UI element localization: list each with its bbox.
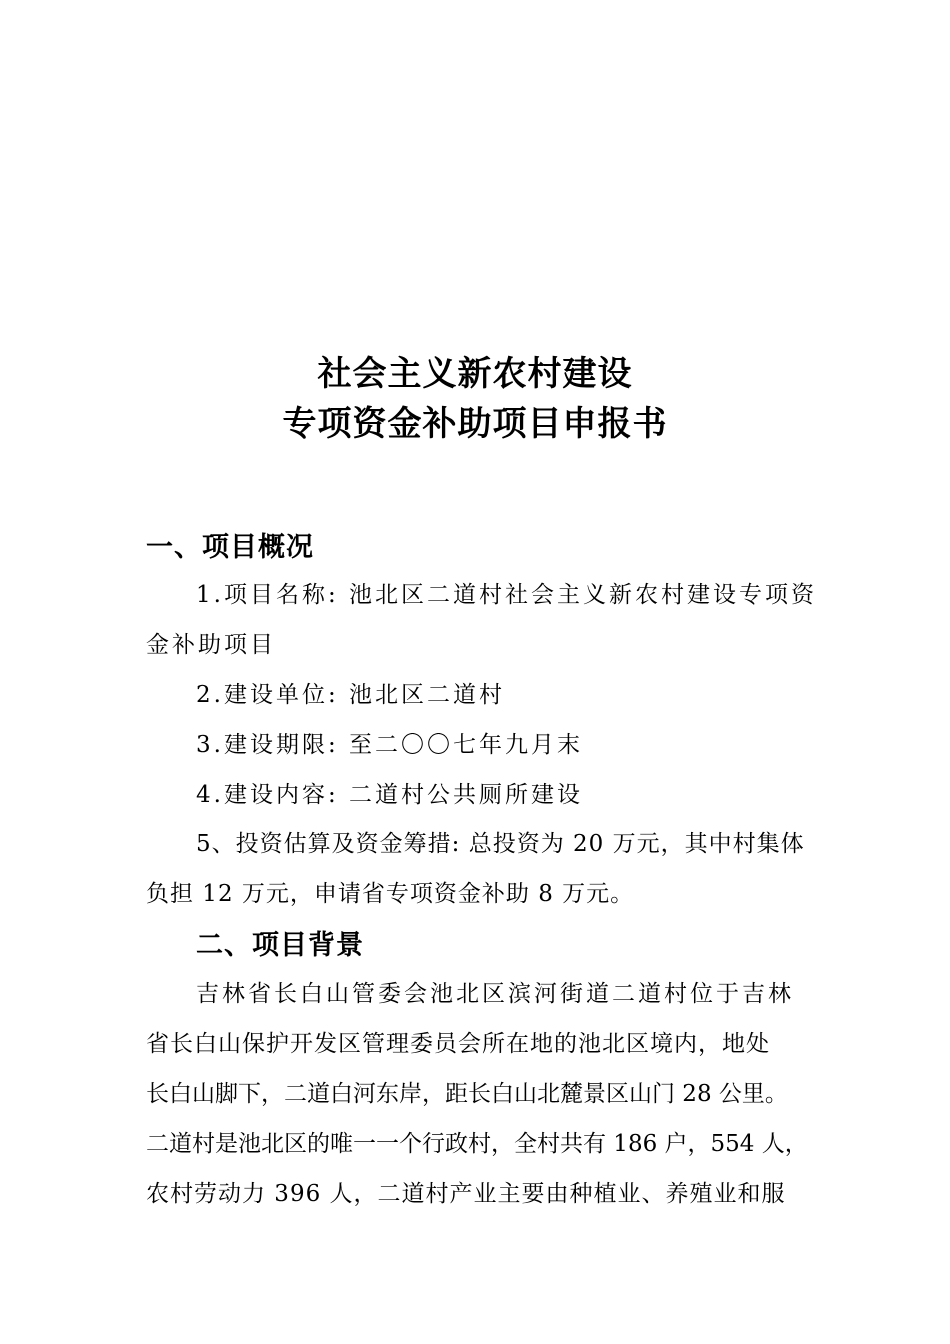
section-1-heading: 一、项目概况 bbox=[146, 532, 314, 563]
construction-period-line: 3.建设期限: 至二〇〇七年九月末 bbox=[196, 732, 584, 758]
project-name-line: 1.项目名称: 池北区二道村社会主义新农村建设专项资 bbox=[196, 582, 818, 608]
investment-estimate-continuation: 负担 12 万元，申请省专项资金补助 8 万元。 bbox=[146, 881, 635, 907]
construction-unit-line: 2.建设单位: 池北区二道村 bbox=[196, 682, 506, 708]
document-title-line-1: 社会主义新农村建设 bbox=[317, 354, 633, 394]
background-paragraph-line: 农村劳动力 396 人，二道村产业主要由种植业、养殖业和服 bbox=[146, 1181, 786, 1207]
project-name-continuation: 金补助项目 bbox=[146, 632, 276, 658]
background-paragraph-line: 吉林省长白山管委会池北区滨河街道二道村位于吉林 bbox=[196, 981, 794, 1007]
construction-content-line: 4.建设内容: 二道村公共厕所建设 bbox=[196, 782, 584, 808]
background-paragraph-line: 二道村是池北区的唯一一个行政村，全村共有 186 户，554 人， bbox=[146, 1131, 808, 1157]
background-paragraph-line: 长白山脚下，二道白河东岸，距长白山北麓景区山门 28 公里。 bbox=[146, 1081, 788, 1107]
document-title-line-2: 专项资金补助项目申报书 bbox=[282, 404, 668, 444]
background-paragraph-line: 省长白山保护开发区管理委员会所在地的池北区境内，地处 bbox=[146, 1031, 770, 1057]
investment-estimate-line: 5、投资估算及资金筹措: 总投资为 20 万元，其中村集体 bbox=[196, 831, 805, 857]
section-2-heading: 二、项目背景 bbox=[196, 930, 364, 961]
